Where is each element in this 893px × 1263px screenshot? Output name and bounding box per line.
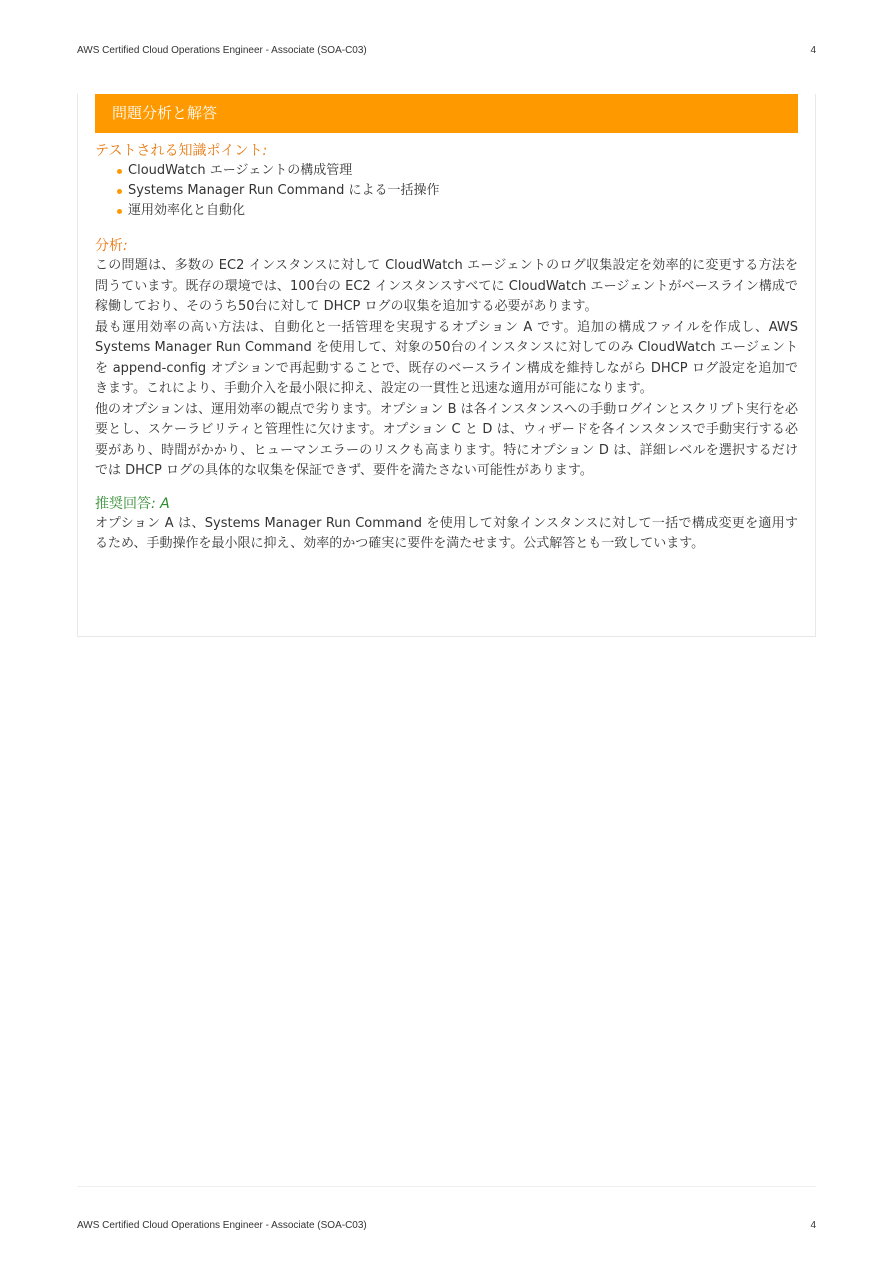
footer-title: AWS Certified Cloud Operations Engineer - Associate (SOA-C03) [77, 1220, 367, 1231]
analysis-title-text: 分析 [95, 238, 123, 254]
knowledge-points-list [95, 161, 798, 221]
bullet-icon [117, 189, 122, 194]
bullet-icon [117, 169, 122, 174]
knowledge-point-text: Systems Manager Run Command による一括操作 [128, 183, 440, 198]
page-footer [77, 1220, 816, 1231]
header-title: AWS Certified Cloud Operations Engineer - Associate (SOA-C03) [77, 45, 367, 56]
knowledge-point-text: CloudWatch エージェントの構成管理 [128, 163, 353, 178]
analysis-paragraph: 他のオプションは、運用効率の観点で劣ります。オプション B は各インスタンスへの手動ログインとスクリプト実行を必要とし、スケーラビリティと管理性に欠けます。オプション C と D は、ウィザードを各インスタンスで手動実行する必要があり、時間がかかり、ヒューマンエラーのリスクも高まります。特にオプション D は、詳細レベルを選択するだけでは DHCP ログの具体的な収集を保証できず、要件を満たさない可能性があります。 [95, 401, 798, 478]
knowledge-point-text: 運用効率化と自動化 [128, 203, 246, 218]
answer-card [77, 94, 816, 637]
list-item [115, 181, 798, 201]
card-content [95, 141, 798, 555]
analysis-title [95, 236, 798, 256]
knowledge-points-title [95, 141, 798, 161]
analysis-paragraph: この問題は、多数の EC2 インスタンスに対して CloudWatch エージェントのログ収集設定を効率的に変更する方法を問うています。既存の環境では、100台の EC2 インスタンスすべてに CloudWatch エージェントがベースライン構成で稼働しており、そのうち50台に対して DHCP ログの収集を追加する必要があります。 [95, 258, 798, 314]
list-item [115, 201, 798, 221]
recommended-answer-text: オプション A は、Systems Manager Run Command を使用して対象インスタンスに対して一括で構成変更を適用するため、手動操作を最小限に抑え、効率的かつ確実に要件を満たせます。公式解答とも一致しています。 [95, 515, 798, 551]
footer-divider [77, 1186, 816, 1187]
list-item [115, 161, 798, 181]
bullet-icon [117, 209, 122, 214]
analysis-colon: : [123, 238, 128, 254]
recommended-answer-title [95, 494, 798, 514]
knowledge-points-colon: : [262, 143, 268, 159]
recommended-answer-letter: A [160, 495, 170, 512]
knowledge-points-title-text: テストされる知識ポイント [95, 143, 263, 159]
recommended-answer-colon: : [151, 495, 156, 512]
analysis-paragraph: 最も運用効率の高い方法は、自動化と一括管理を実現するオプション A です。追加の構成ファイルを作成し、AWS Systems Manager Run Command を使用して、対象の50台のインスタンスに対してのみ CloudWatch エージェントを append-config オプションで再起動することで、既存のベースライン構成を維持しながら DHCP ログ設定を追加できます。これにより、手動介入を最小限に抑え、設定の一貫性と迅速な適用が可能になります。 [95, 319, 798, 396]
section-banner: 問題分析と解答 [95, 94, 798, 133]
footer-page-number: 4 [810, 1220, 816, 1231]
recommended-answer-title-text: 推奨回答 [95, 495, 151, 512]
page-header [77, 45, 816, 56]
header-page-number: 4 [810, 45, 816, 56]
